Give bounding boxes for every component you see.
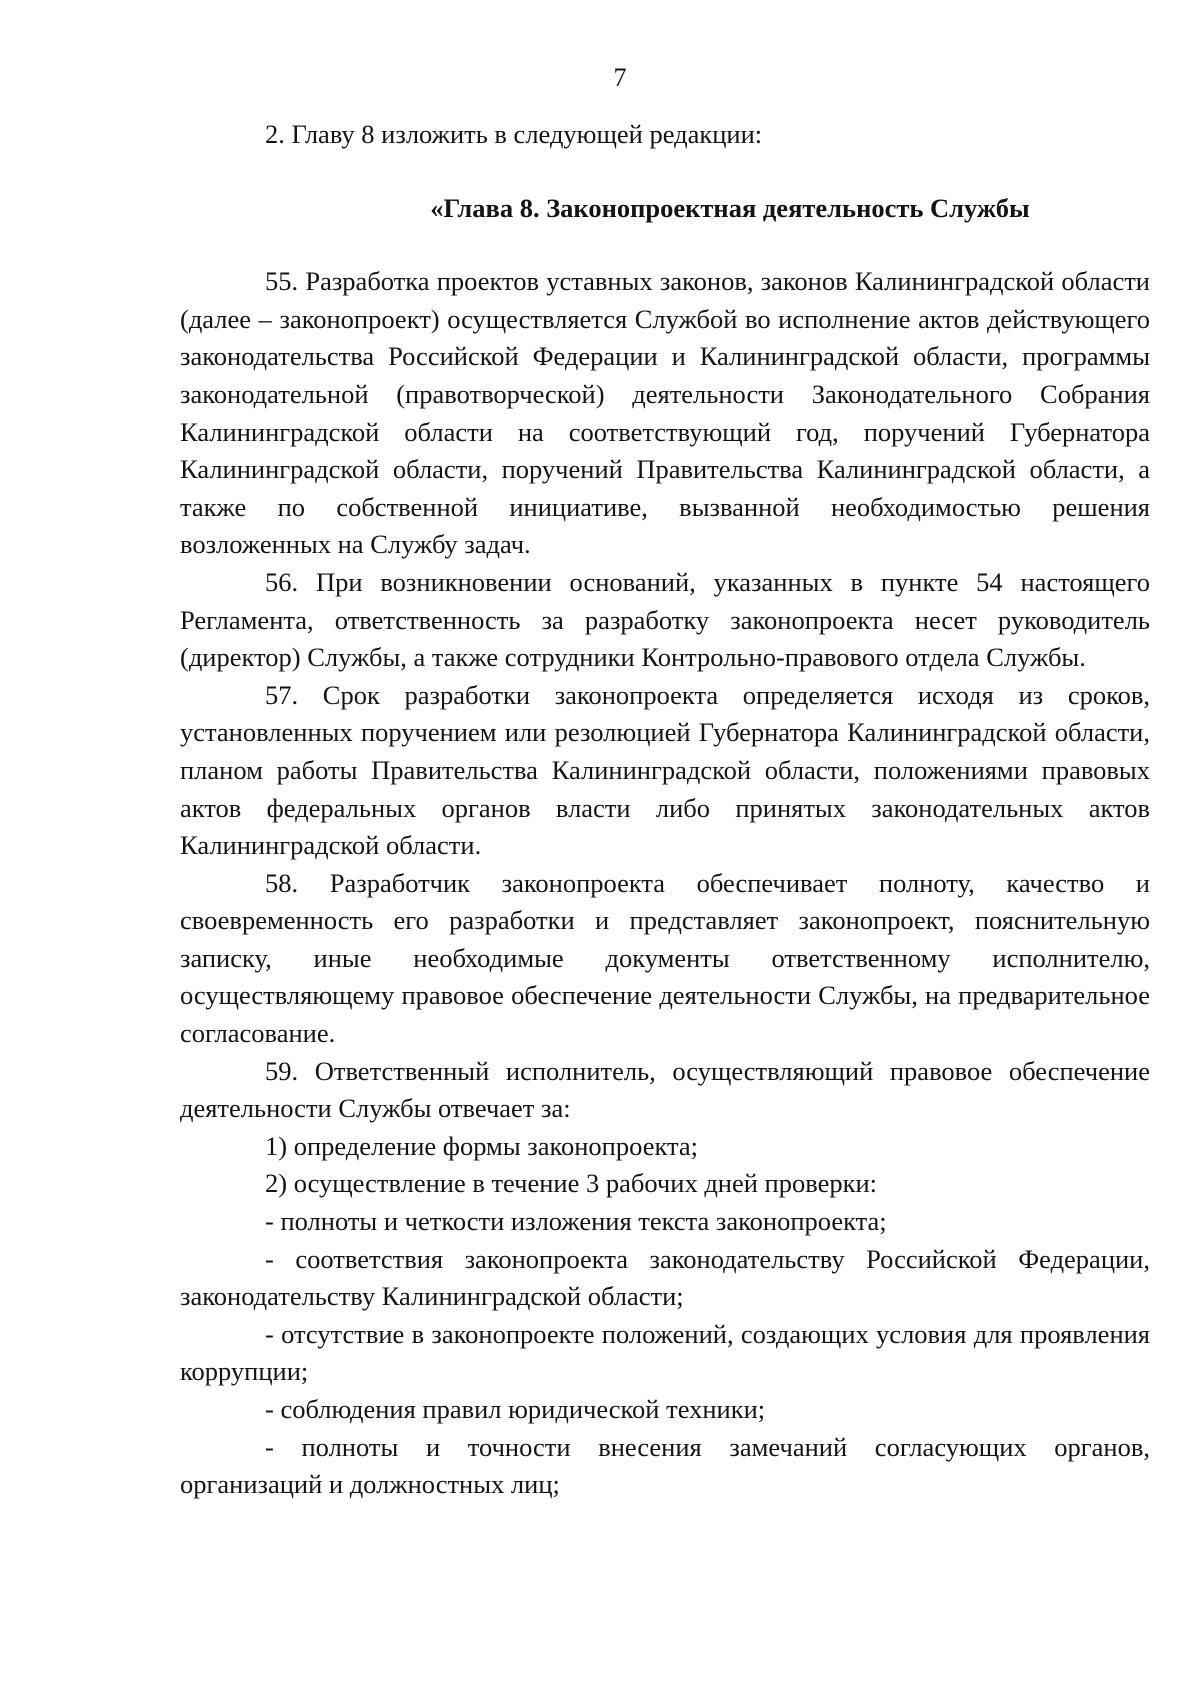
list-item: - полноты и точности внесения замечаний согласующих органов, организаций и должностных лиц; xyxy=(180,1431,1150,1500)
paragraph-57: 57. Срок разработки законопроекта определяется исходя из сроков, установленных поручением или резолюцией Губернатора Калининградской области, планом работы Правительства Калининградской области, положениями правовых актов федеральных органов власти либо принятых законодательных актов Калининградской области. xyxy=(180,679,1150,861)
list-item: - соответствия законопроекта законодательству Российской Федерации, законодательству Калининградской области; xyxy=(180,1243,1150,1312)
document-body xyxy=(180,116,1150,1504)
list-item: 2) осуществление в течение 3 рабочих дней проверки: xyxy=(265,1168,878,1199)
intro-paragraph: 2. Главу 8 изложить в следующей редакции: xyxy=(265,119,763,149)
paragraph-59: 59. Ответственный исполнитель, осуществляющий правовое обеспечение деятельности Службы отвечает за: xyxy=(180,1055,1150,1124)
paragraph-55: 55. Разработка проектов уставных законов, законов Калининградской области (далее – законопроект) осуществляется Службой во исполнение актов действующего законодательства Российской Федерации и Калининградской области, программы законодательной (правотворческой) деятельности Законодательного Собрания Калининградской области на соответствующий год, поручений Губернатора Калининградской области, поручений Правительства Калининградской области, а также по собственной инициативе, вызванной необходимостью решения возложенных на Службу задач. xyxy=(180,266,1150,560)
list-item: - полноты и четкости изложения текста законопроекта; xyxy=(265,1206,887,1237)
paragraph-58: 58. Разработчик законопроекта обеспечивает полноту, качество и своевременность его разработки и представляет законопроект, пояснительную записку, иные необходимые документы ответственному исполнителю, осуществляющему правовое обеспечение деятельности Службы, на предварительное согласование. xyxy=(180,867,1150,1049)
paragraph-56: 56. При возникновении оснований, указанных в пункте 54 настоящего Регламента, ответственность за разработку законопроекта несет руководитель (директор) Службы, а также сотрудники Контрольно-правового отдела Службы. xyxy=(180,566,1150,673)
page-number: 7 xyxy=(613,63,627,92)
list-item: - отсутствие в законопроекте положений, создающих условия для проявления коррупции; xyxy=(180,1318,1150,1387)
list-item: - соблюдения правил юридической техники; xyxy=(265,1394,766,1424)
chapter-title: «Глава 8. Законопроектная деятельность Службы xyxy=(430,192,1030,223)
list-item: 1) определение формы законопроекта; xyxy=(265,1130,699,1161)
